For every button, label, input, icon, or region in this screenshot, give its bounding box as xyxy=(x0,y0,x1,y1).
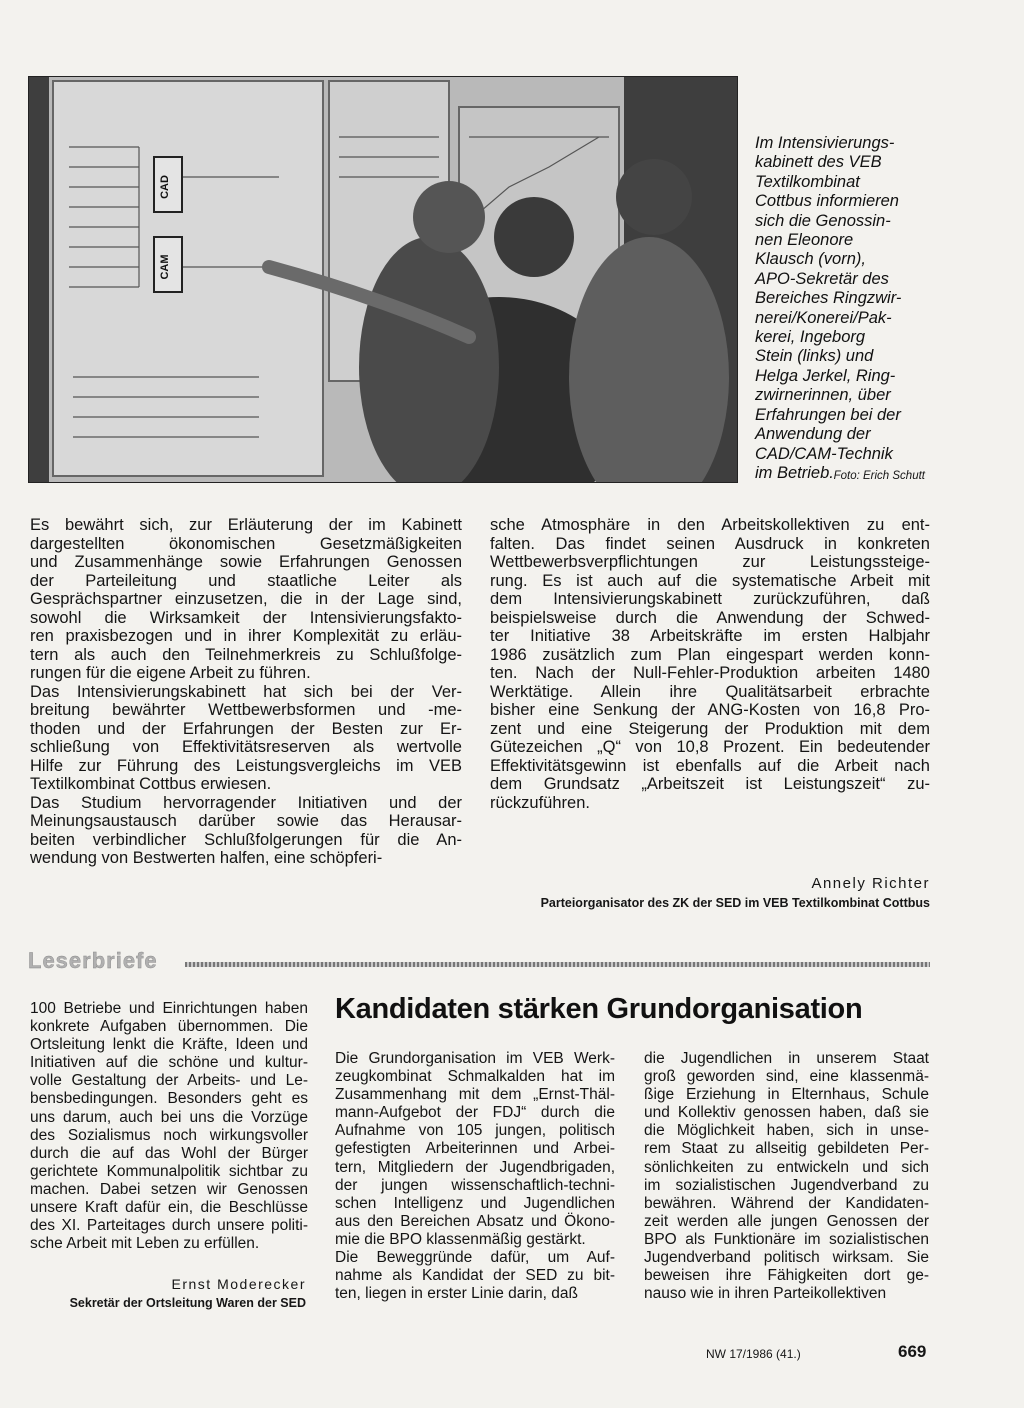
article-line: ter Initiative 38 Arbeitskräfte im ersten Halbjahr xyxy=(490,627,930,645)
article-line: dem Intensivierungskabinett zurückzuführen, daß xyxy=(490,590,930,608)
article-line: thoden und der Erfahrungen der Besten zur Er- xyxy=(30,719,462,738)
letter-line: Aufnahme von 105 jungen, politisch xyxy=(335,1122,615,1140)
letter-line: mie die BPO klassenmäßig gestärkt. xyxy=(335,1230,586,1248)
article-line: rungen für die eigene Arbeit zu führen. xyxy=(30,664,311,682)
board-label-cad: CAD xyxy=(159,175,171,199)
article-line: sche Atmosphäre in den Arbeitskollektiven zu ent- xyxy=(490,516,930,534)
article-line: tern als auch den Teilnehmerkreis zu Schlußfolge- xyxy=(30,645,462,664)
article-line: Das Intensivierungskabinett hat sich bei der Ver- xyxy=(30,682,462,701)
letter-line: nauso wie in ihren Parteikollektiven xyxy=(644,1285,887,1303)
letter-line: machen. Dabei setzen wir Genossen xyxy=(30,1180,308,1198)
letter-line: rem Staat zu allseitig gebildeten Per- xyxy=(644,1140,929,1158)
letter-line: aus den Bereichen Absatz und Ökono- xyxy=(335,1212,615,1230)
photo-illustration xyxy=(29,77,737,482)
article-line: Es bewährt sich, zur Erläuterung der im Kabinett xyxy=(30,516,462,534)
photo-caption xyxy=(755,134,937,483)
article-line: wendung von Bestwerten halfen, eine schöpferi- xyxy=(30,849,383,867)
letter-line: zeugkombinat Schmalkalden hat im xyxy=(335,1068,615,1086)
caption-line: Bereiches Ringzwir- xyxy=(755,289,902,308)
letter-line: 100 Betriebe und Einrichtungen haben xyxy=(30,1000,308,1017)
letter-line: Zusammenhang mit dem „Ernst-Thäl- xyxy=(335,1086,615,1104)
letter-line: Die Grundorganisation im VEB Werk- xyxy=(335,1050,615,1067)
issue-number: NW 17/1986 (41.) xyxy=(706,1347,801,1361)
caption-line: Erfahrungen bei der xyxy=(755,405,901,424)
article-line: Das Studium hervorragender Initiativen und der xyxy=(30,793,462,812)
letter-one-author-role: Sekretär der Ortsleitung Waren der SED xyxy=(69,1296,306,1310)
caption-line: im Betrieb. xyxy=(755,463,834,482)
section-divider xyxy=(185,962,930,967)
letter-line: bewähren. Während der Kandidaten- xyxy=(644,1194,929,1212)
letter-line: uns darum, auch bei uns die Vorzüge xyxy=(30,1108,308,1126)
article-line: beispielsweise durch die Anwendung der Schwed- xyxy=(490,608,930,627)
letter-line: volle Gestaltung der Arbeits- und Le- xyxy=(30,1072,308,1090)
article-line: beiten verbindlicher Schlußfolgerungen für die An- xyxy=(30,830,462,849)
article-line: Hilfe zur Führung des Leistungsvergleichs im VEB xyxy=(30,756,462,775)
letter-line: und Kollektiv genossen haben, daß sie xyxy=(644,1104,929,1122)
letter-line: sönlichkeiten zu entwickeln und sich xyxy=(644,1158,929,1176)
article-line: Textilkombinat Cottbus erwiesen. xyxy=(30,775,272,793)
photo-credit: Foto: Erich Schutt xyxy=(833,470,925,482)
article-line: schließung von Effektivitätsreserven als wertvolle xyxy=(30,738,462,756)
letter-line: gefestigten Arbeiterinnen und Arbei- xyxy=(335,1140,615,1158)
caption-line: Helga Jerkel, Ring- xyxy=(755,366,896,385)
article-line: Werktätige. Allein ihre Qualitätsarbeit erbrachte xyxy=(490,682,930,701)
article-line: sowohl die Wirksamkeit der Intensivierungsfakto- xyxy=(30,608,462,627)
article-line: rung. Es ist auch auf die systematische Arbeit mit xyxy=(490,571,930,590)
article-author: Annely Richter xyxy=(811,875,930,892)
letter-headline: Kandidaten stärken Grundorganisation xyxy=(335,993,863,1025)
article-line: bisher eine Senkung der ANG-Kosten von 16,8 Pro- xyxy=(490,701,930,719)
board-label-cam: CAM xyxy=(159,254,171,280)
article-photo xyxy=(28,76,738,483)
letter-line: bensbedingungen. Besonders geht es xyxy=(30,1090,308,1108)
letter-line: der jungen wissenschaftlich-techni- xyxy=(335,1176,615,1194)
caption-line: Cottbus informieren xyxy=(755,192,899,211)
letter-two-column-one xyxy=(335,1050,615,1303)
article-line: und Zusammenhänge sowie Erfahrungen Genossen xyxy=(30,553,462,571)
article-line: ren praxisbezogen und in ihrer Komplexität zu erläu- xyxy=(30,627,462,645)
article-line: breitung bewährter Wettbewerbsformen und -me- xyxy=(30,701,462,719)
article-line: Gütezeichen „Q“ von 10,8 Prozent. Ein bedeutender xyxy=(490,738,930,756)
article-line: ten. Nach der Null-Fehler-Produktion arbeiten 1480 xyxy=(490,664,930,682)
caption-line: Im Intensivierungs- xyxy=(755,134,895,152)
letter-line: konkrete Aufgaben übernommen. Die xyxy=(30,1018,308,1036)
letter-line: ßige Erziehung in Elternhaus, Schule xyxy=(644,1086,929,1104)
article-line: der Parteileitung und staatliche Leiter als xyxy=(30,571,462,590)
letter-line: Die Beweggründe dafür, um Auf- xyxy=(335,1249,615,1267)
letter-line: des XI. Parteitages durch unsere politi- xyxy=(30,1217,308,1235)
article-line: Effektivitätsgewinn ist ebenfalls auf die Arbeit nach xyxy=(490,756,930,775)
caption-line: zwirnerinnen, über xyxy=(755,386,891,405)
letter-two-column-two xyxy=(644,1050,929,1303)
article-line: rückzuführen. xyxy=(490,793,590,812)
letter-line: durch die auf das Wohl der Bürger xyxy=(30,1144,308,1162)
article-line: dem Grundsatz „Arbeitszeit ist Leistungszeit“ zu- xyxy=(490,775,930,793)
letter-line: gerichtete Kommunalpolitik sichtbar zu xyxy=(30,1162,308,1180)
caption-line: Stein (links) und xyxy=(755,347,874,366)
letter-line: sche Arbeit mit Leben zu erfüllen. xyxy=(30,1235,260,1253)
caption-line: Anwendung der xyxy=(755,425,871,444)
caption-line: kabinett des VEB xyxy=(755,153,882,172)
letter-one-author: Ernst Moderecker xyxy=(171,1276,306,1292)
letter-line: im sozialistischen Jugendverband zu xyxy=(644,1176,929,1194)
article-column-right xyxy=(490,516,930,812)
article-line: falten. Das findet seinen Ausdruck in konkreten xyxy=(490,534,930,553)
caption-line: CAD/CAM-Technik xyxy=(755,444,893,463)
caption-line: Klausch (vorn), xyxy=(755,250,866,269)
article-line: 1986 zusätzlich zum Plan eingespart werden konn- xyxy=(490,645,930,664)
letter-line: tern, Mitgliedern der Jugendbrigaden, xyxy=(335,1158,615,1176)
article-author-role: Parteiorganisator des ZK der SED im VEB Textilkombinat Cottbus xyxy=(540,896,930,910)
article-line: zent und eine Steigerung der Produktion mit dem xyxy=(490,719,930,738)
page-number: 669 xyxy=(898,1342,927,1361)
article-line: Meinungsaustausch darüber sowie das Herausar- xyxy=(30,812,462,830)
caption-line: kerei, Ingeborg xyxy=(755,328,866,347)
letter-line: zeit werden alle jungen Genossen der xyxy=(644,1212,929,1230)
article-line: Wettbewerbsverpflichtungen zur Leistungssteige- xyxy=(490,553,930,571)
letter-line: die Jugendlichen in unserem Staat xyxy=(644,1050,929,1067)
section-label: Leserbriefe xyxy=(28,948,158,973)
letter-line: des Sozialismus noch wirkungsvoller xyxy=(30,1126,308,1144)
letter-line: Initiativen auf die schöne und kultur- xyxy=(30,1054,308,1072)
letter-line: BPO als Funktionäre im sozialistischen xyxy=(644,1230,929,1248)
caption-line: nen Eleonore xyxy=(755,231,854,250)
letter-one-body xyxy=(30,1000,308,1253)
article-line: dargestellten ökonomischen Gesetzmäßigkeiten xyxy=(30,534,462,553)
letter-line: nahme als Kandidat der SED zu bit- xyxy=(335,1267,615,1285)
letter-line: schen Intelligenz und Jugendlichen xyxy=(335,1194,615,1212)
article-column-left xyxy=(30,516,462,868)
caption-line: Textilkombinat xyxy=(755,172,860,191)
letter-line: unsere Kraft dafür ein, die Beschlüsse xyxy=(30,1199,308,1217)
caption-line: nerei/Konerei/Pak- xyxy=(755,308,892,327)
caption-line: sich die Genossin- xyxy=(755,211,891,230)
letter-line: ten, liegen in erster Linie darin, daß xyxy=(335,1285,578,1303)
letter-line: groß geworden sind, eine klassenmä- xyxy=(644,1068,929,1086)
letter-line: die Möglichkeit haben, sich in unse- xyxy=(644,1122,929,1140)
letter-line: mann-Aufgebot der FDJ“ durch die xyxy=(335,1104,615,1122)
letter-line: Jugendverband politisch wirksam. Sie xyxy=(644,1249,929,1267)
article-line: Gesprächspartner einzusetzen, die in der Lage sind, xyxy=(30,590,462,608)
letter-line: Ortsleitung lenkt die Kräfte, Ideen und xyxy=(30,1036,308,1054)
letter-line: beweisen ihre Fähigkeiten dort ge- xyxy=(644,1267,929,1285)
caption-line: APO-Sekretär des xyxy=(755,269,889,288)
